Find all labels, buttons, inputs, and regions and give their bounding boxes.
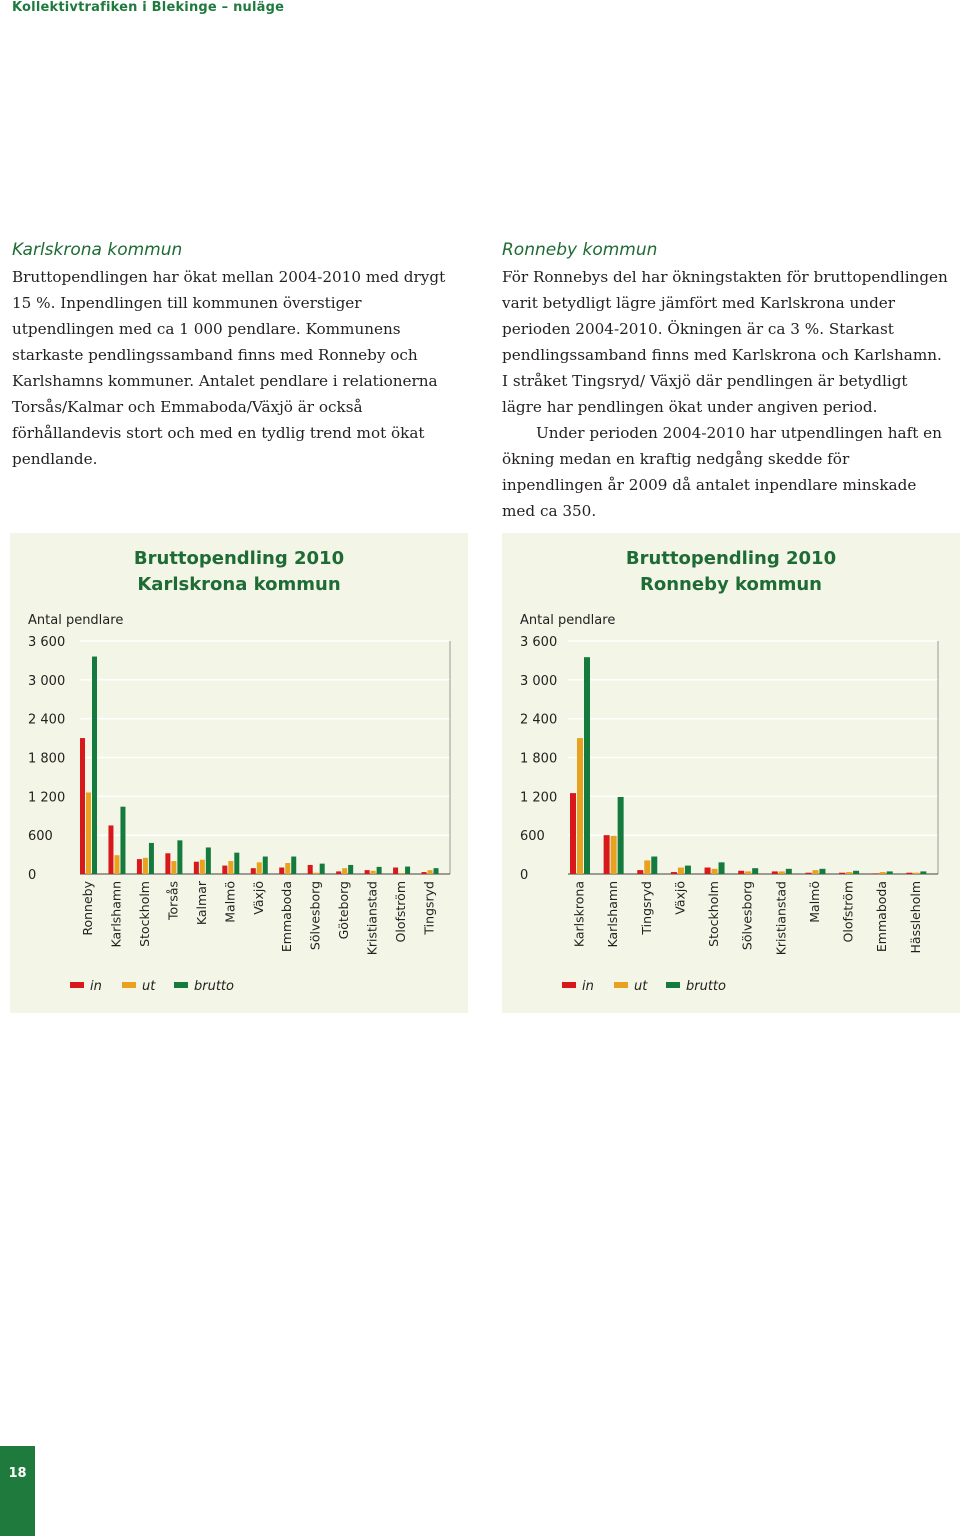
karlskrona-bar-brutto — [263, 857, 268, 874]
ronneby-legend-label-ut: ut — [634, 979, 648, 994]
ronneby-y-axis-label: Antal pendlare — [520, 613, 616, 628]
karlskrona-legend-label-brutto: brutto — [194, 979, 234, 994]
karlskrona-x-tick-label: Kalmar — [193, 881, 209, 926]
ronneby-x-tick-label: Karlshamn — [605, 881, 621, 948]
ronneby-bar-in — [671, 872, 677, 874]
ronneby-bar-in — [772, 871, 778, 874]
ronneby-bar-brutto — [887, 871, 893, 874]
ronneby-bar-ut — [577, 738, 583, 874]
ronneby-x-tick-label: Stockholm — [706, 881, 722, 947]
ronneby-bar-brutto — [752, 868, 758, 874]
karlskrona-y-tick-label: 2 400 — [28, 712, 66, 728]
karlskrona-x-tick-label: Torsås — [165, 881, 181, 920]
karlskrona-x-tick-label: Emmaboda — [279, 881, 295, 953]
ronneby-x-tick-label: Växjö — [672, 881, 688, 915]
karlskrona-bar-brutto — [234, 853, 239, 874]
karlskrona-y-axis-label: Antal pendlare — [28, 613, 124, 628]
ronneby-bar-brutto — [651, 857, 657, 874]
ronneby-paragraph-2: Under perioden 2004-2010 har utpendlingen haft en ökning medan en kraftig nedgång skedde för inpendlingen år 2009 då antalet inpendlare minskade med ca 350. — [502, 424, 942, 520]
ronneby-bar-brutto — [584, 657, 590, 874]
ronneby-y-tick-label: 3 600 — [520, 635, 558, 650]
ronneby-chart-title-line2: Ronneby kommun — [640, 574, 822, 595]
karlskrona-chart — [10, 533, 468, 1013]
karlskrona-paragraph: Bruttopendlingen har ökat mellan 2004-2010 med drygt 15 %. Inpendlingen till kommunen överstiger utpendlingen med ca 1 000 pendlare. Kommunens starkaste pendlingssamband finns med Ronneby och Karlshamns kommuner. Antalet pendlare i relationerna Torsås/Kalmar och Emmaboda/Växjö är också förhållandevis stort och med en tydlig trend mot ökat pendlande. — [12, 268, 446, 468]
karlskrona-bar-ut — [228, 861, 233, 874]
karlskrona-bar-in — [194, 862, 199, 874]
karlskrona-x-tick-label: Sölvesborg — [307, 881, 323, 951]
ronneby-y-tick-label: 2 400 — [520, 712, 558, 728]
ronneby-legend-label-in: in — [582, 979, 594, 994]
ronneby-bar-brutto — [719, 862, 725, 874]
ronneby-bar-brutto — [819, 869, 825, 874]
karlskrona-x-tick-label: Kristianstad — [364, 881, 380, 956]
running-head: Kollektivtrafiken i Blekinge – nuläge — [12, 0, 285, 15]
ronneby-bar-ut — [913, 873, 919, 874]
karlskrona-bar-in — [108, 825, 113, 874]
ronneby-x-tick-label: Tingsryd — [638, 881, 654, 935]
ronneby-chart — [502, 533, 960, 1013]
karlskrona-bar-ut — [200, 860, 205, 874]
karlskrona-bar-ut — [399, 873, 404, 874]
karlskrona-bar-in — [422, 872, 427, 874]
ronneby-bar-brutto — [618, 797, 624, 874]
ronneby-bar-in — [637, 870, 643, 874]
ronneby-bar-ut — [611, 836, 617, 874]
page-number-tab — [0, 1446, 35, 1536]
karlskrona-y-tick-label: 0 — [28, 868, 37, 883]
karlskrona-y-tick-label: 1 800 — [28, 751, 66, 767]
ronneby-x-tick-label: Sölvesborg — [739, 881, 755, 951]
ronneby-x-tick-label: Malmö — [806, 881, 822, 923]
karlskrona-bar-in — [222, 866, 227, 874]
karlskrona-bar-in — [165, 853, 170, 874]
ronneby-bar-in — [705, 868, 711, 874]
ronneby-bar-ut — [644, 860, 650, 874]
karlskrona-chart-title-line1: Bruttopendling 2010 — [133, 548, 345, 569]
karlskrona-legend-swatch-brutto — [174, 982, 188, 988]
ronneby-x-tick-label: Karlskrona — [571, 881, 587, 948]
karlskrona-heading: Karlskrona kommun — [12, 240, 183, 260]
karlskrona-bar-ut — [143, 858, 148, 874]
ronneby-bar-ut — [880, 872, 886, 874]
karlskrona-bar-brutto — [92, 657, 97, 874]
karlskrona-chart-title-line2: Karlskrona kommun — [137, 574, 341, 595]
karlskrona-chart-title — [10, 546, 468, 598]
karlskrona-bar-in — [308, 865, 313, 874]
karlskrona-legend-swatch-ut — [122, 982, 136, 988]
karlskrona-bar-ut — [257, 862, 262, 874]
karlskrona-bar-ut — [86, 792, 91, 874]
ronneby-heading: Ronneby kommun — [502, 240, 658, 260]
ronneby-bar-in — [839, 873, 845, 874]
ronneby-bar-brutto — [685, 866, 691, 874]
ronneby-bar-in — [805, 873, 811, 874]
karlskrona-bar-in — [393, 868, 398, 874]
karlskrona-legend-swatch-in — [70, 982, 84, 988]
ronneby-legend-swatch-brutto — [666, 982, 680, 988]
karlskrona-bar-in — [137, 859, 142, 874]
ronneby-y-tick-label: 3 000 — [520, 673, 558, 689]
karlskrona-bar-ut — [428, 870, 433, 874]
karlskrona-bar-in — [279, 868, 284, 874]
karlskrona-legend-label-ut: ut — [142, 979, 156, 994]
ronneby-bar-brutto — [853, 871, 859, 874]
karlskrona-bar-ut — [285, 863, 290, 874]
karlskrona-bar-brutto — [320, 864, 325, 874]
karlskrona-bar-brutto — [149, 843, 154, 874]
ronneby-bar-ut — [745, 871, 751, 874]
ronneby-paragraph-1: För Ronnebys del har ökningstakten för bruttopendlingen varit betydligt lägre jämfört med Karlskrona under perioden 2004-2010. Ökningen är ca 3 %. Starkast pendlingssamband finns med Karlskrona och Karlshamn. I stråket Tingsryd/ Växjö där pendlingen är betydligt lägre har pendlingen ökat under angiven period. — [502, 268, 948, 416]
karlskrona-x-tick-label: Stockholm — [136, 881, 152, 947]
ronneby-bar-in — [873, 873, 879, 874]
karlskrona-x-tick-label: Malmö — [222, 881, 238, 923]
ronneby-legend-label-brutto: brutto — [686, 979, 726, 994]
karlskrona-legend-label-in: in — [90, 979, 102, 994]
page-number: 18 — [8, 1466, 27, 1481]
karlskrona-x-tick-label: Växjö — [250, 881, 266, 915]
karlskrona-bar-brutto — [405, 867, 410, 874]
ronneby-y-tick-label: 1 800 — [520, 751, 558, 767]
karlskrona-y-tick-label: 600 — [28, 829, 53, 845]
ronneby-x-tick-label: Kristianstad — [773, 881, 789, 956]
karlskrona-bar-in — [336, 871, 341, 874]
karlskrona-text-column — [12, 240, 462, 472]
ronneby-bar-in — [906, 873, 912, 874]
ronneby-bar-in — [570, 793, 576, 874]
ronneby-y-tick-label: 1 200 — [520, 790, 558, 806]
ronneby-y-tick-label: 0 — [520, 868, 529, 883]
ronneby-legend-swatch-ut — [614, 982, 628, 988]
ronneby-bar-brutto — [786, 869, 792, 874]
karlskrona-bar-ut — [371, 871, 376, 874]
ronneby-text-column — [502, 240, 952, 524]
karlskrona-x-tick-label: Olofström — [393, 881, 409, 943]
ronneby-chart-panel — [502, 533, 960, 1013]
karlskrona-bar-brutto — [434, 868, 439, 874]
ronneby-x-tick-label: Hässleholm — [907, 881, 923, 954]
karlskrona-x-tick-label: Karlshamn — [108, 881, 124, 948]
ronneby-x-tick-label: Emmaboda — [874, 881, 890, 953]
karlskrona-bar-brutto — [348, 865, 353, 874]
karlskrona-bar-brutto — [177, 840, 182, 874]
ronneby-bar-brutto — [920, 871, 926, 874]
karlskrona-x-tick-label: Ronneby — [80, 881, 95, 936]
ronneby-bar-ut — [678, 868, 684, 874]
karlskrona-x-tick-label: Tingsryd — [421, 881, 437, 935]
ronneby-chart-title — [502, 546, 960, 598]
ronneby-legend-swatch-in — [562, 982, 576, 988]
karlskrona-y-tick-label: 3 600 — [28, 635, 66, 650]
karlskrona-bar-in — [80, 738, 85, 874]
karlskrona-bar-in — [365, 870, 370, 874]
karlskrona-x-tick-label: Göteborg — [336, 881, 352, 940]
karlskrona-bar-brutto — [291, 857, 296, 874]
karlskrona-y-tick-label: 3 000 — [28, 673, 66, 689]
karlskrona-bar-ut — [314, 873, 319, 874]
ronneby-y-tick-label: 600 — [520, 829, 545, 845]
karlskrona-bar-brutto — [377, 867, 382, 874]
ronneby-bar-ut — [812, 870, 818, 874]
ronneby-bar-in — [738, 871, 744, 874]
karlskrona-bar-ut — [171, 861, 176, 874]
karlskrona-bar-ut — [342, 868, 347, 874]
ronneby-bar-ut — [846, 872, 852, 874]
ronneby-bar-in — [604, 835, 610, 874]
karlskrona-chart-panel — [10, 533, 468, 1013]
ronneby-bar-ut — [712, 869, 718, 874]
ronneby-bar-ut — [779, 871, 785, 874]
ronneby-chart-title-line1: Bruttopendling 2010 — [625, 548, 837, 569]
ronneby-x-tick-label: Olofström — [840, 881, 856, 943]
karlskrona-y-tick-label: 1 200 — [28, 790, 66, 806]
karlskrona-bar-in — [251, 868, 256, 874]
karlskrona-bar-ut — [114, 855, 119, 874]
karlskrona-bar-brutto — [206, 847, 211, 874]
karlskrona-bar-brutto — [120, 807, 125, 874]
